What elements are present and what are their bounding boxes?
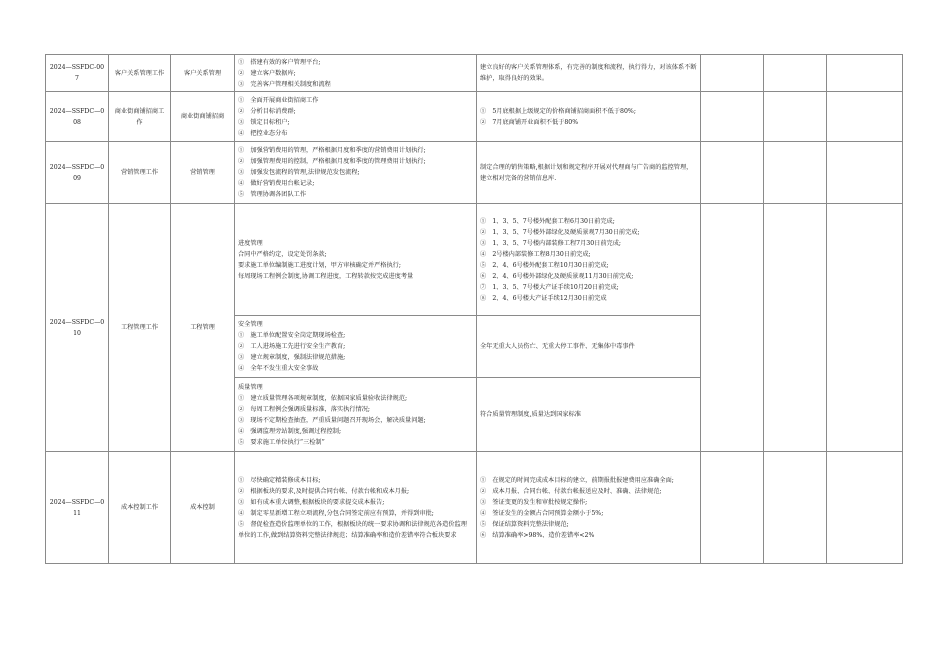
empty-cell bbox=[701, 55, 764, 92]
empty-cell bbox=[764, 55, 827, 92]
task-category: 成本控制工作 bbox=[109, 452, 171, 564]
measure-line: ② 建立客户数据库; bbox=[238, 69, 296, 77]
task-code: 2024—SSFDC—009 bbox=[46, 142, 109, 204]
target-line: ⑥ 结算准确率>98%、造价差错率<2% bbox=[480, 531, 595, 539]
measure-line: ④ 全年不发生重大安全事故 bbox=[238, 365, 319, 372]
task-item: 客户关系管理 bbox=[171, 55, 235, 92]
table-row bbox=[46, 92, 903, 142]
task-targets bbox=[477, 204, 701, 316]
task-code: 2024—SSFDC—011 bbox=[46, 452, 109, 564]
measure-line: ② 分析目标消费群; bbox=[238, 107, 296, 115]
target-line: ② 成本月报、合同台帐、付款台帐报送应及时、准确、法律规范; bbox=[480, 487, 662, 495]
task-targets bbox=[477, 452, 701, 564]
task-item: 工程管理 bbox=[171, 204, 235, 452]
target-line: ① 在规定的时间完成成本目标的建立，前期报批报建费用应准确全面; bbox=[480, 476, 674, 484]
empty-cell bbox=[827, 204, 903, 452]
empty-cell bbox=[764, 452, 827, 564]
measure-line: ③ 如有成本重大调整,根据板块的要求提交成本报告; bbox=[238, 498, 385, 506]
measure-line: ③ 加强发包流程的管理,法律规范发包流程; bbox=[238, 169, 360, 176]
task-targets bbox=[477, 92, 701, 142]
measure-heading: 质量管理 bbox=[238, 383, 263, 391]
target-line: 建立良好的客户关系管理体系，有完善的制度和流程，执行得力，对该体系不断维护，取得良好的效果。 bbox=[480, 64, 697, 82]
measure-line: ① 全面开展商业街招商工作 bbox=[238, 96, 319, 104]
task-category: 商业街商铺招商工作 bbox=[109, 92, 171, 142]
task-measures bbox=[235, 204, 477, 316]
measure-line: ① 加强营销费用的管理，严格根据月度和季度的营销费用计划执行; bbox=[238, 147, 426, 154]
empty-cell bbox=[827, 142, 903, 204]
task-item: 商业街商铺招商 bbox=[171, 92, 235, 142]
empty-cell bbox=[701, 142, 764, 204]
task-measures bbox=[235, 452, 477, 564]
empty-cell bbox=[827, 452, 903, 564]
task-category: 营销管理工作 bbox=[109, 142, 171, 204]
measure-line: 要求施工单位编制施工进度计划，甲方审核确定并严格执行; bbox=[238, 261, 401, 269]
empty-cell bbox=[701, 92, 764, 142]
target-line: ④ 签证发生的金额占合同预算金额小于5%; bbox=[480, 509, 604, 517]
task-targets bbox=[477, 378, 701, 452]
table-row bbox=[46, 142, 903, 204]
measure-line: ⑤ 要求施工单位执行“三检制” bbox=[238, 438, 325, 446]
measure-line: ④ 做好营销费用台帐记录; bbox=[238, 180, 315, 187]
task-targets bbox=[477, 142, 701, 204]
target-line: ② 1、3、5、7号楼外部绿化及硬质景观7月30日前完成; bbox=[480, 228, 640, 236]
measure-line: 合同中严格约定，设定处罚条款; bbox=[238, 250, 327, 258]
measure-line: 每周现场工程例会制度,协调工程进度，工程转款按完成进度考量 bbox=[238, 272, 414, 280]
target-line: ⑤ 保证结算资料完整法律规范; bbox=[480, 520, 569, 528]
task-category: 客户关系管理工作 bbox=[109, 55, 171, 92]
measure-line: ⑤ 管理协调各团队工作 bbox=[238, 191, 307, 198]
target-line: ① 5月底根据上级规定的价格商铺招商面积不低于80%; bbox=[480, 107, 636, 115]
task-targets bbox=[477, 316, 701, 378]
measure-line: ③ 完善客户管理相关制度和流程 bbox=[238, 80, 331, 88]
task-code: 2024—SSFDC—008 bbox=[46, 92, 109, 142]
task-measures bbox=[235, 55, 477, 92]
measure-line: ② 根据板块的要求,及时提供合同台帐、付款台帐和成本月报; bbox=[238, 487, 410, 495]
empty-cell bbox=[827, 92, 903, 142]
empty-cell bbox=[701, 204, 764, 452]
target-line: ⑦ 1、3、5、7号楼大产证手续10月20日前完成; bbox=[480, 283, 619, 291]
measure-heading: 进度管理 bbox=[238, 239, 263, 247]
target-line: ⑧ 2、4、6号楼大产证手续12月30日前完成 bbox=[480, 294, 607, 302]
measure-line: ② 工人进场施工先进行安全生产教育; bbox=[238, 343, 346, 350]
measure-line: ④ 制定零星新增工程立项流程,分包合同签定前应有预算，并得到审批; bbox=[238, 509, 434, 517]
measure-line: ④ 强调监理旁站制度,强调过程控制; bbox=[238, 427, 342, 435]
empty-cell bbox=[764, 92, 827, 142]
task-item: 成本控制 bbox=[171, 452, 235, 564]
task-measures bbox=[235, 92, 477, 142]
measure-line: ① 尽快确定精装修成本目标; bbox=[238, 476, 321, 484]
target-line: ③ 签证变更的发生和审批按规定操作; bbox=[480, 498, 588, 506]
table-row bbox=[46, 452, 903, 564]
task-category: 工程管理工作 bbox=[109, 204, 171, 452]
target-line: ④ 2号楼内部装修工程8月30日前完成; bbox=[480, 250, 591, 258]
task-measures bbox=[235, 142, 477, 204]
target-line: 制定合理的销售策略,根据计划和规定程序开展对代理商与广告商的监控管理，建立相对完备的营销信息库. bbox=[480, 163, 693, 182]
empty-cell bbox=[701, 452, 764, 564]
table-row bbox=[46, 204, 903, 316]
measure-line: ① 施工单位配置安全岗定期现场检查; bbox=[238, 332, 346, 339]
measure-line: ⑤ 督促检查造价监理单位的工作，根据板块的统一要求协调和法律规范各造价监理单位的工作,做到结算资料完整法律规范；结算准确率和造价差错率符合板块要求 bbox=[238, 520, 467, 539]
table-row bbox=[46, 55, 903, 92]
measure-heading: 安全管理 bbox=[238, 321, 263, 328]
task-item: 营销管理 bbox=[171, 142, 235, 204]
target-line: ③ 1、3、5、7号楼内部装修工程7月30日前完成; bbox=[480, 239, 622, 247]
measure-line: ③ 现场不定期检查抽查，严重质量问题召开现场会，解决质量问题; bbox=[238, 416, 426, 424]
measure-line: ④ 把控业态分布 bbox=[238, 129, 288, 137]
task-measures bbox=[235, 316, 477, 378]
target-line: ② 7月底商铺开业面积不低于80% bbox=[480, 118, 579, 126]
task-targets bbox=[477, 55, 701, 92]
target-line: ① 1、3、5、7号楼外配套工程6月30日前完成; bbox=[480, 217, 615, 225]
measure-line: ① 建立质量管理各项规章制度，依据国家质量验收法律规范; bbox=[238, 394, 408, 402]
measure-line: ① 搭建有效的客户管理平台; bbox=[238, 58, 321, 66]
measure-line: ③ 锁定目标租户; bbox=[238, 118, 290, 126]
work-plan-table bbox=[45, 54, 903, 564]
target-line: ⑤ 2、4、6号楼外配套工程10月30日前完成; bbox=[480, 261, 609, 269]
measure-line: ③ 建立规章制度，强制法律规范措施; bbox=[238, 354, 346, 361]
task-code: 2024—SSFDC—010 bbox=[46, 204, 109, 452]
empty-cell bbox=[764, 142, 827, 204]
empty-cell bbox=[764, 204, 827, 452]
target-line: 全年无重大人员伤亡、无重大停工事件、无集体中毒事件 bbox=[480, 343, 635, 350]
task-measures bbox=[235, 378, 477, 452]
empty-cell bbox=[827, 55, 903, 92]
task-code: 2024—SSFDC-007 bbox=[46, 55, 109, 92]
target-line: 符合质量管理制度,质量达到国家标准 bbox=[480, 411, 581, 418]
target-line: ⑥ 2、4、6号楼外部绿化及硬质景观11月30日前完成; bbox=[480, 272, 634, 280]
measure-line: ② 每周工程例会强调质量标准，落实执行情况; bbox=[238, 405, 371, 413]
measure-line: ② 加强管理费用的控制，严格根据月度和季度的管理费用计划执行; bbox=[238, 158, 426, 165]
